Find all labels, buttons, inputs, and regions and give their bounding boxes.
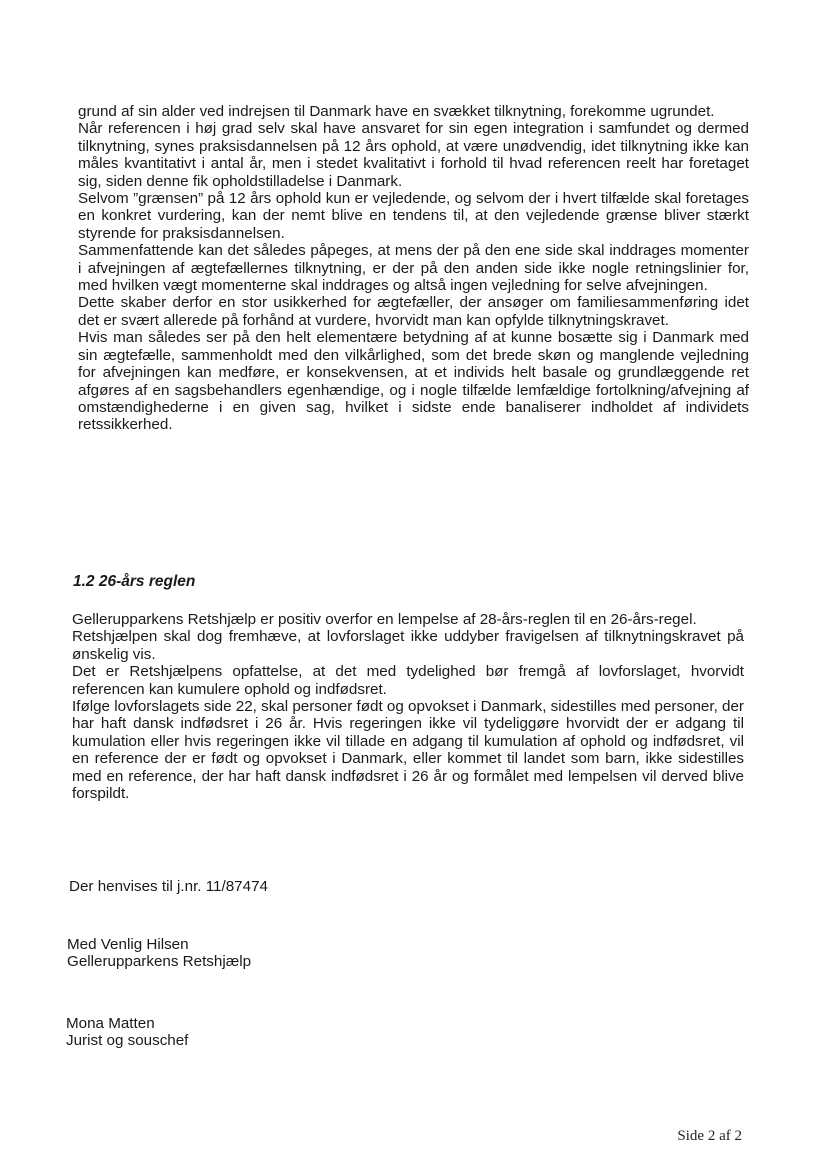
paragraph: Det er Retshjælpens opfattelse, at det med tydelighed bør fremgå af lovforslaget, hvorvidt referencen kan kumulere ophold og indfødsret.: [72, 663, 744, 698]
paragraph: Hvis man således ser på den helt elementære betydning af at kunne bosætte sig i Danmark med sin ægtefælle, sammenholdt med den vilkårlighed, som det brede skøn og manglende vejledning for afvejningen kan medføre, er konsekvensen, at et individs helt basale og grundlæggende ret afgøres af en sagsbehandlers egenhændige, og i nogle tilfælde lemfældige fortolkning/afvejning af omstændighederne i en given sag, hvilket i sidste ende banaliserer indholdet af individets retssikkerhed.: [78, 329, 749, 434]
signature: [66, 1015, 188, 1050]
paragraph: Gellerupparkens Retshjælp er positiv overfor en lempelse af 28-års-reglen til en 26-års-regel.: [72, 611, 697, 628]
closing-greeting: Med Venlig Hilsen: [67, 936, 189, 953]
section-text: [72, 611, 744, 802]
signature-title: Jurist og souschef: [66, 1032, 189, 1050]
signature-name: Mona Matten: [66, 1015, 155, 1032]
section-heading: 1.2 26-års reglen: [73, 573, 196, 590]
paragraph: Selvom ”grænsen” på 12 års ophold kun er vejledende, og selvom der i hvert tilfælde skal foretages en konkret vurdering, kan der nemt blive en tendens til, at den vejledende grænse bliver stærkt styrende for praksisdannelsen.: [78, 190, 749, 242]
page-number: Side 2 af 2: [677, 1128, 742, 1144]
paragraph: grund af sin alder ved indrejsen til Danmark have en svækket tilknytning, forekomme ugrundet.: [78, 103, 715, 120]
paragraph: Ifølge lovforslagets side 22, skal personer født og opvokset i Danmark, sidestilles med personer, der har haft dansk indfødsret i 26 år. Hvis regeringen ikke vil tydeliggøre hvorvidt der er adgang til kumulation eller hvis regeringen ikke vil tillade en adgang til kumulation af ophold og indfødsret, vil en reference der er født og opvokset i Danmark, eller kommet til landet som barn, ikke sidestilles med en reference, der har haft dansk indfødsret i 26 år og formålet med lempelsen vil derved blive forspildt.: [72, 698, 744, 803]
paragraph: Dette skaber derfor en stor usikkerhed for ægtefæller, der ansøger om familiesammenføring idet det er svært allerede på forhånd at vurdere, hvorvidt man kan opfylde tilknytningskravet.: [78, 294, 749, 329]
reference-line: Der henvises til j.nr. 11/87474: [69, 878, 268, 895]
paragraph: Når referencen i høj grad selv skal have ansvaret for sin egen integration i samfundet og dermed tilknytning, synes praksisdannelsen på 12 års ophold, at være unødvendig, idet tilknytning ikke kan måles kvantitativt i antal år, men i stedet kvalitativt i forhold til hvad referencen reelt har foretaget sig, siden denne fik opholdstilladelse i Danmark.: [78, 120, 749, 190]
intro-text: [78, 103, 749, 434]
paragraph: Sammenfattende kan det således påpeges, at mens der på den ene side skal inddrages momenter i afvejningen af ægtefællernes tilknytning, er der på den anden side ikke nogle retningslinier for, med hvilken vægt momenterne skal inddrages og altså ingen vejledning for selve afvejningen.: [78, 242, 749, 295]
closing: [67, 936, 251, 971]
paragraph: Retshjælpen skal dog fremhæve, at lovforslaget ikke uddyber fravigelsen af tilknytningskravet på ønskelig vis.: [72, 628, 744, 663]
closing-organization: Gellerupparkens Retshjælp: [67, 953, 252, 971]
